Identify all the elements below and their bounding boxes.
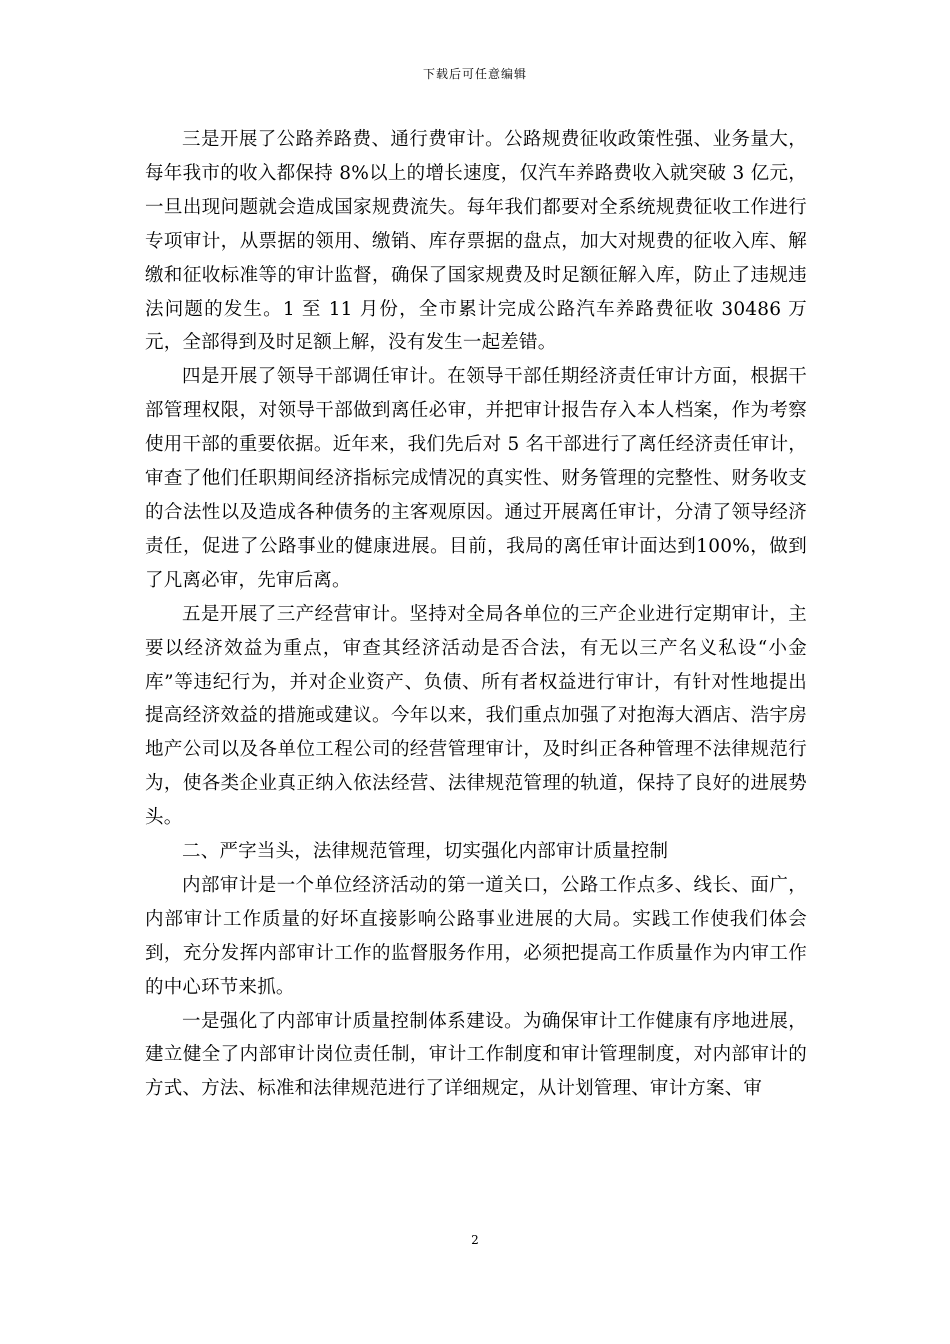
page-number: 2 (471, 1233, 479, 1247)
paragraph-cadre-transfer-audit: 四是开展了领导干部调任审计。在领导干部任期经济责任审计方面，根据干部管理权限，对领导干部做到离任必审，并把审计报告存入本人档案，作为考察使用干部的重要依据。近年来，我们先后对 5 名干部进行了离任经济责任审计，审查了他们任职期间经济指标完成情况的真实性、财务管理的完整性、财务收支的合法性以及造成各种债务的主客观原因。通过开展离任审计，分清了领导经济责任，促进了公路事业的健康进展。目前，我局的离任审计面达到100%，做到了凡离必审，先审后离。 (145, 366, 807, 591)
paragraph-tertiary-industry-audit: 五是开展了三产经营审计。坚持对全局各单位的三产企业进行定期审计，主要以经济效益为重点，审查其经济活动是否合法，有无以三产名义私设“小金库”等违纪行为，并对企业资产、负债、所有者权益进行审计，有针对性地提出提高经济效益的措施或建议。今年以来，我们重点加强了对抱海大酒店、浩宇房地产公司以及各单位工程公司的经营管理审计，及时纠正各种管理不法律规范行为，使各类企业真正纳入依法经营、法律规范管理的轨道，保持了良好的进展势头。 (145, 603, 807, 829)
section-heading-quality-control: 二、严字当头，法律规范管理，切实强化内部审计质量控制 (182, 841, 669, 863)
paragraph-highway-fee-audit: 三是开展了公路养路费、通行费审计。公路规费征收政策性强、业务量大，每年我市的收入都保持 8%以上的增长速度，仅汽车养路费收入就突破 3 亿元，一旦出现问题就会造成国家规费流失。每年我们都要对全系统规费征收工作进行专项审计，从票据的领用、缴销、库存票据的盘点，加大对规费的征收入库、解缴和征收标准等的审计监督，确保了国家规费及时足额征解入库，防止了违规违法问题的发生。1 至 11 月份，全市累计完成公路汽车养路费征收 30486 万元，全部得到及时足额上解，没有发生一起差错。 (145, 129, 807, 354)
paragraph-internal-audit-intro: 内部审计是一个单位经济活动的第一道关口，公路工作点多、线长、面广，内部审计工作质量的好坏直接影响公路事业进展的大局。实践工作使我们体会到，充分发挥内部审计工作的监督服务作用，必须把提高工作质量作为内审工作的中心环节来抓。 (145, 874, 807, 998)
page-header: 下载后可任意编辑 (422, 67, 527, 81)
paragraph-quality-system: 一是强化了内部审计质量控制体系建设。为确保审计工作健康有序地进展，建立健全了内部审计岗位责任制，审计工作制度和审计管理制度，对内部审计的方式、方法、标准和法律规范进行了详细规定，从计划管理、审计方案、审 (145, 1010, 807, 1100)
document-body (145, 123, 807, 1106)
